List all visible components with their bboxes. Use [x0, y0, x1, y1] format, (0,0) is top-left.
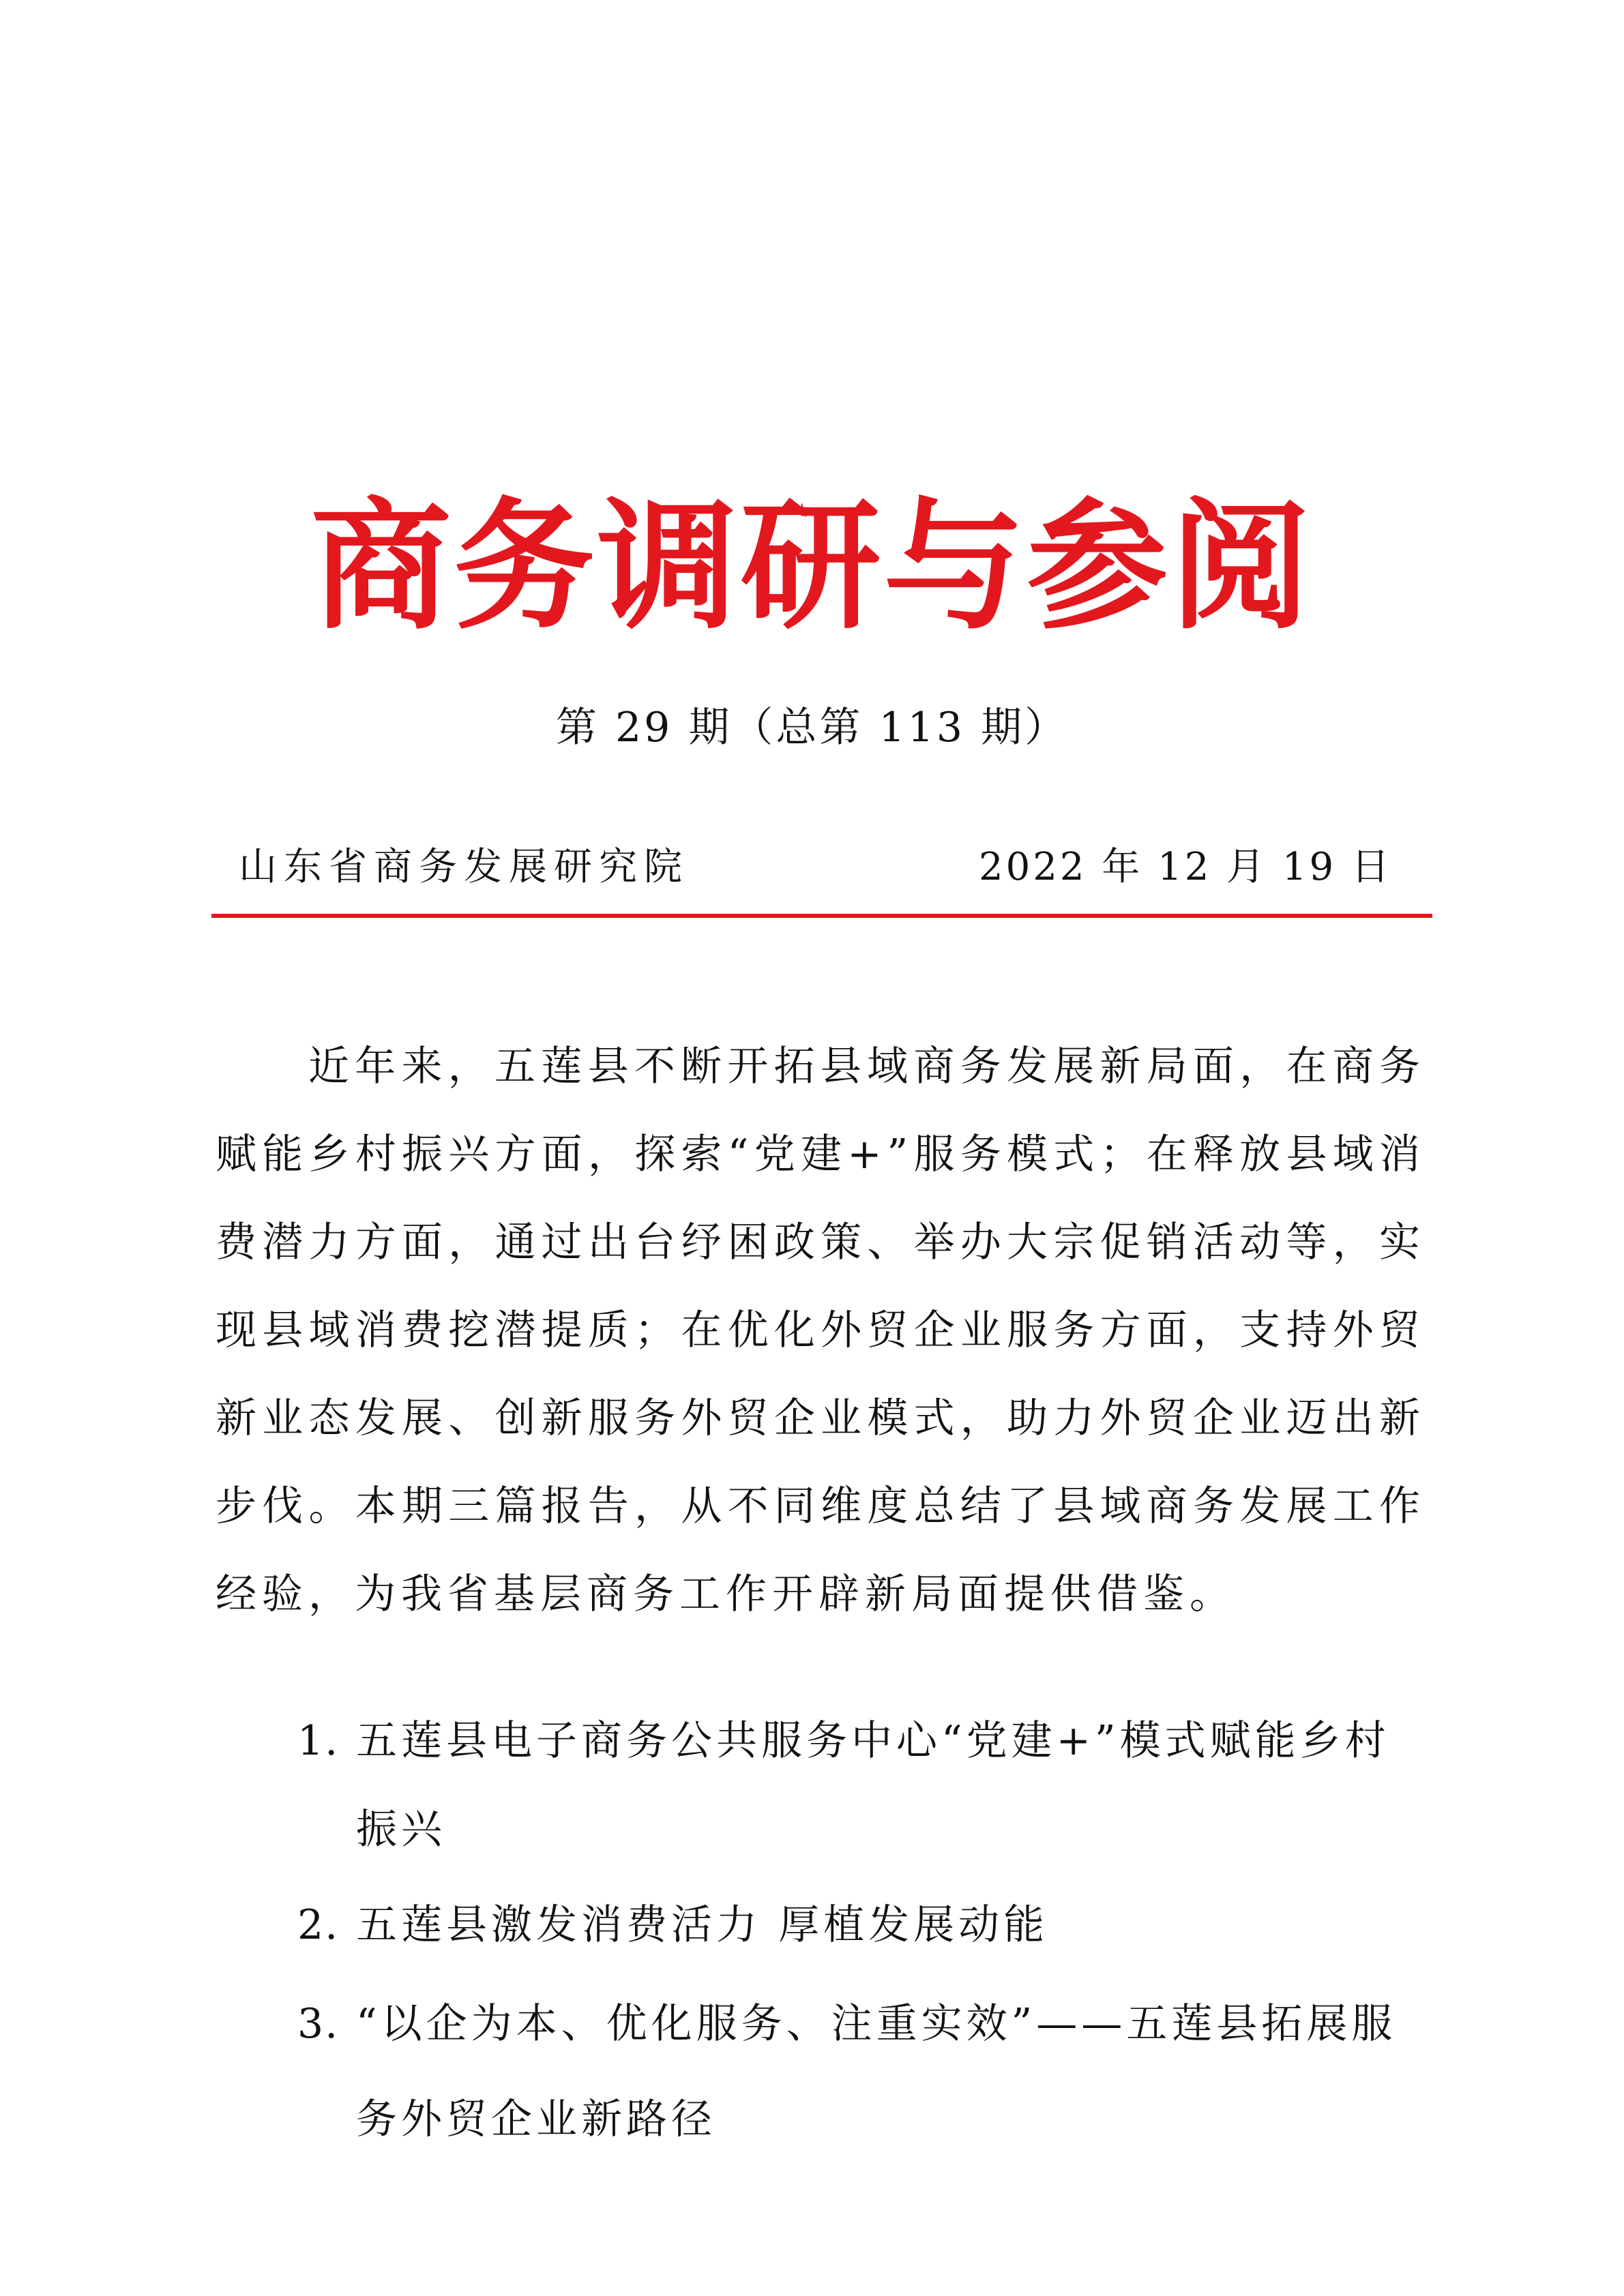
- contents-item-number: 1.: [297, 1717, 340, 1765]
- intro-paragraph: 近年来，五莲县不断开拓县域商务发展新局面，在商务赋能乡村振兴方面，探索“党建+”服务模式；在释放县域消费潜力方面，通过出台纾困政策、举办大宗促销活动等，实现县域消费挖潜提质；在优化外贸企业服务方面，支持外贸新业态发展、创新服务外贸企业模式，助力外贸企业迈出新步伐。本期三篇报告，从不同维度总结了县域商务发展工作经验，为我省基层商务工作开辟新局面提供借鉴。: [216, 1043, 1426, 1618]
- publication-date: 2022 年 12 月 19 日: [978, 845, 1392, 889]
- contents-item-number: 3.: [297, 2000, 340, 2048]
- publisher-name: 山东省商务发展研究院: [239, 845, 689, 889]
- masthead-title: 商务调研与参阅: [310, 483, 1314, 648]
- contents-item: [297, 1881, 1430, 1969]
- contents-item-title: 五莲县电子商务公共服务中心“党建+”模式赋能乡村振兴: [356, 1717, 1390, 1853]
- issue-number: 第 29 期（总第 113 期）: [555, 704, 1069, 751]
- contents-item: [297, 1697, 1430, 1874]
- contents-item-title: “以企为本、优化服务、注重实效”——五莲县拓展服务外贸企业新路径: [356, 2000, 1397, 2143]
- contents-list: [297, 1697, 1430, 2174]
- contents-item: [297, 1976, 1430, 2167]
- contents-item-number: 2.: [297, 1901, 340, 1949]
- contents-item-title: 五莲县激发消费活力 厚植发展动能: [356, 1901, 1049, 1949]
- header-rule: [211, 914, 1432, 918]
